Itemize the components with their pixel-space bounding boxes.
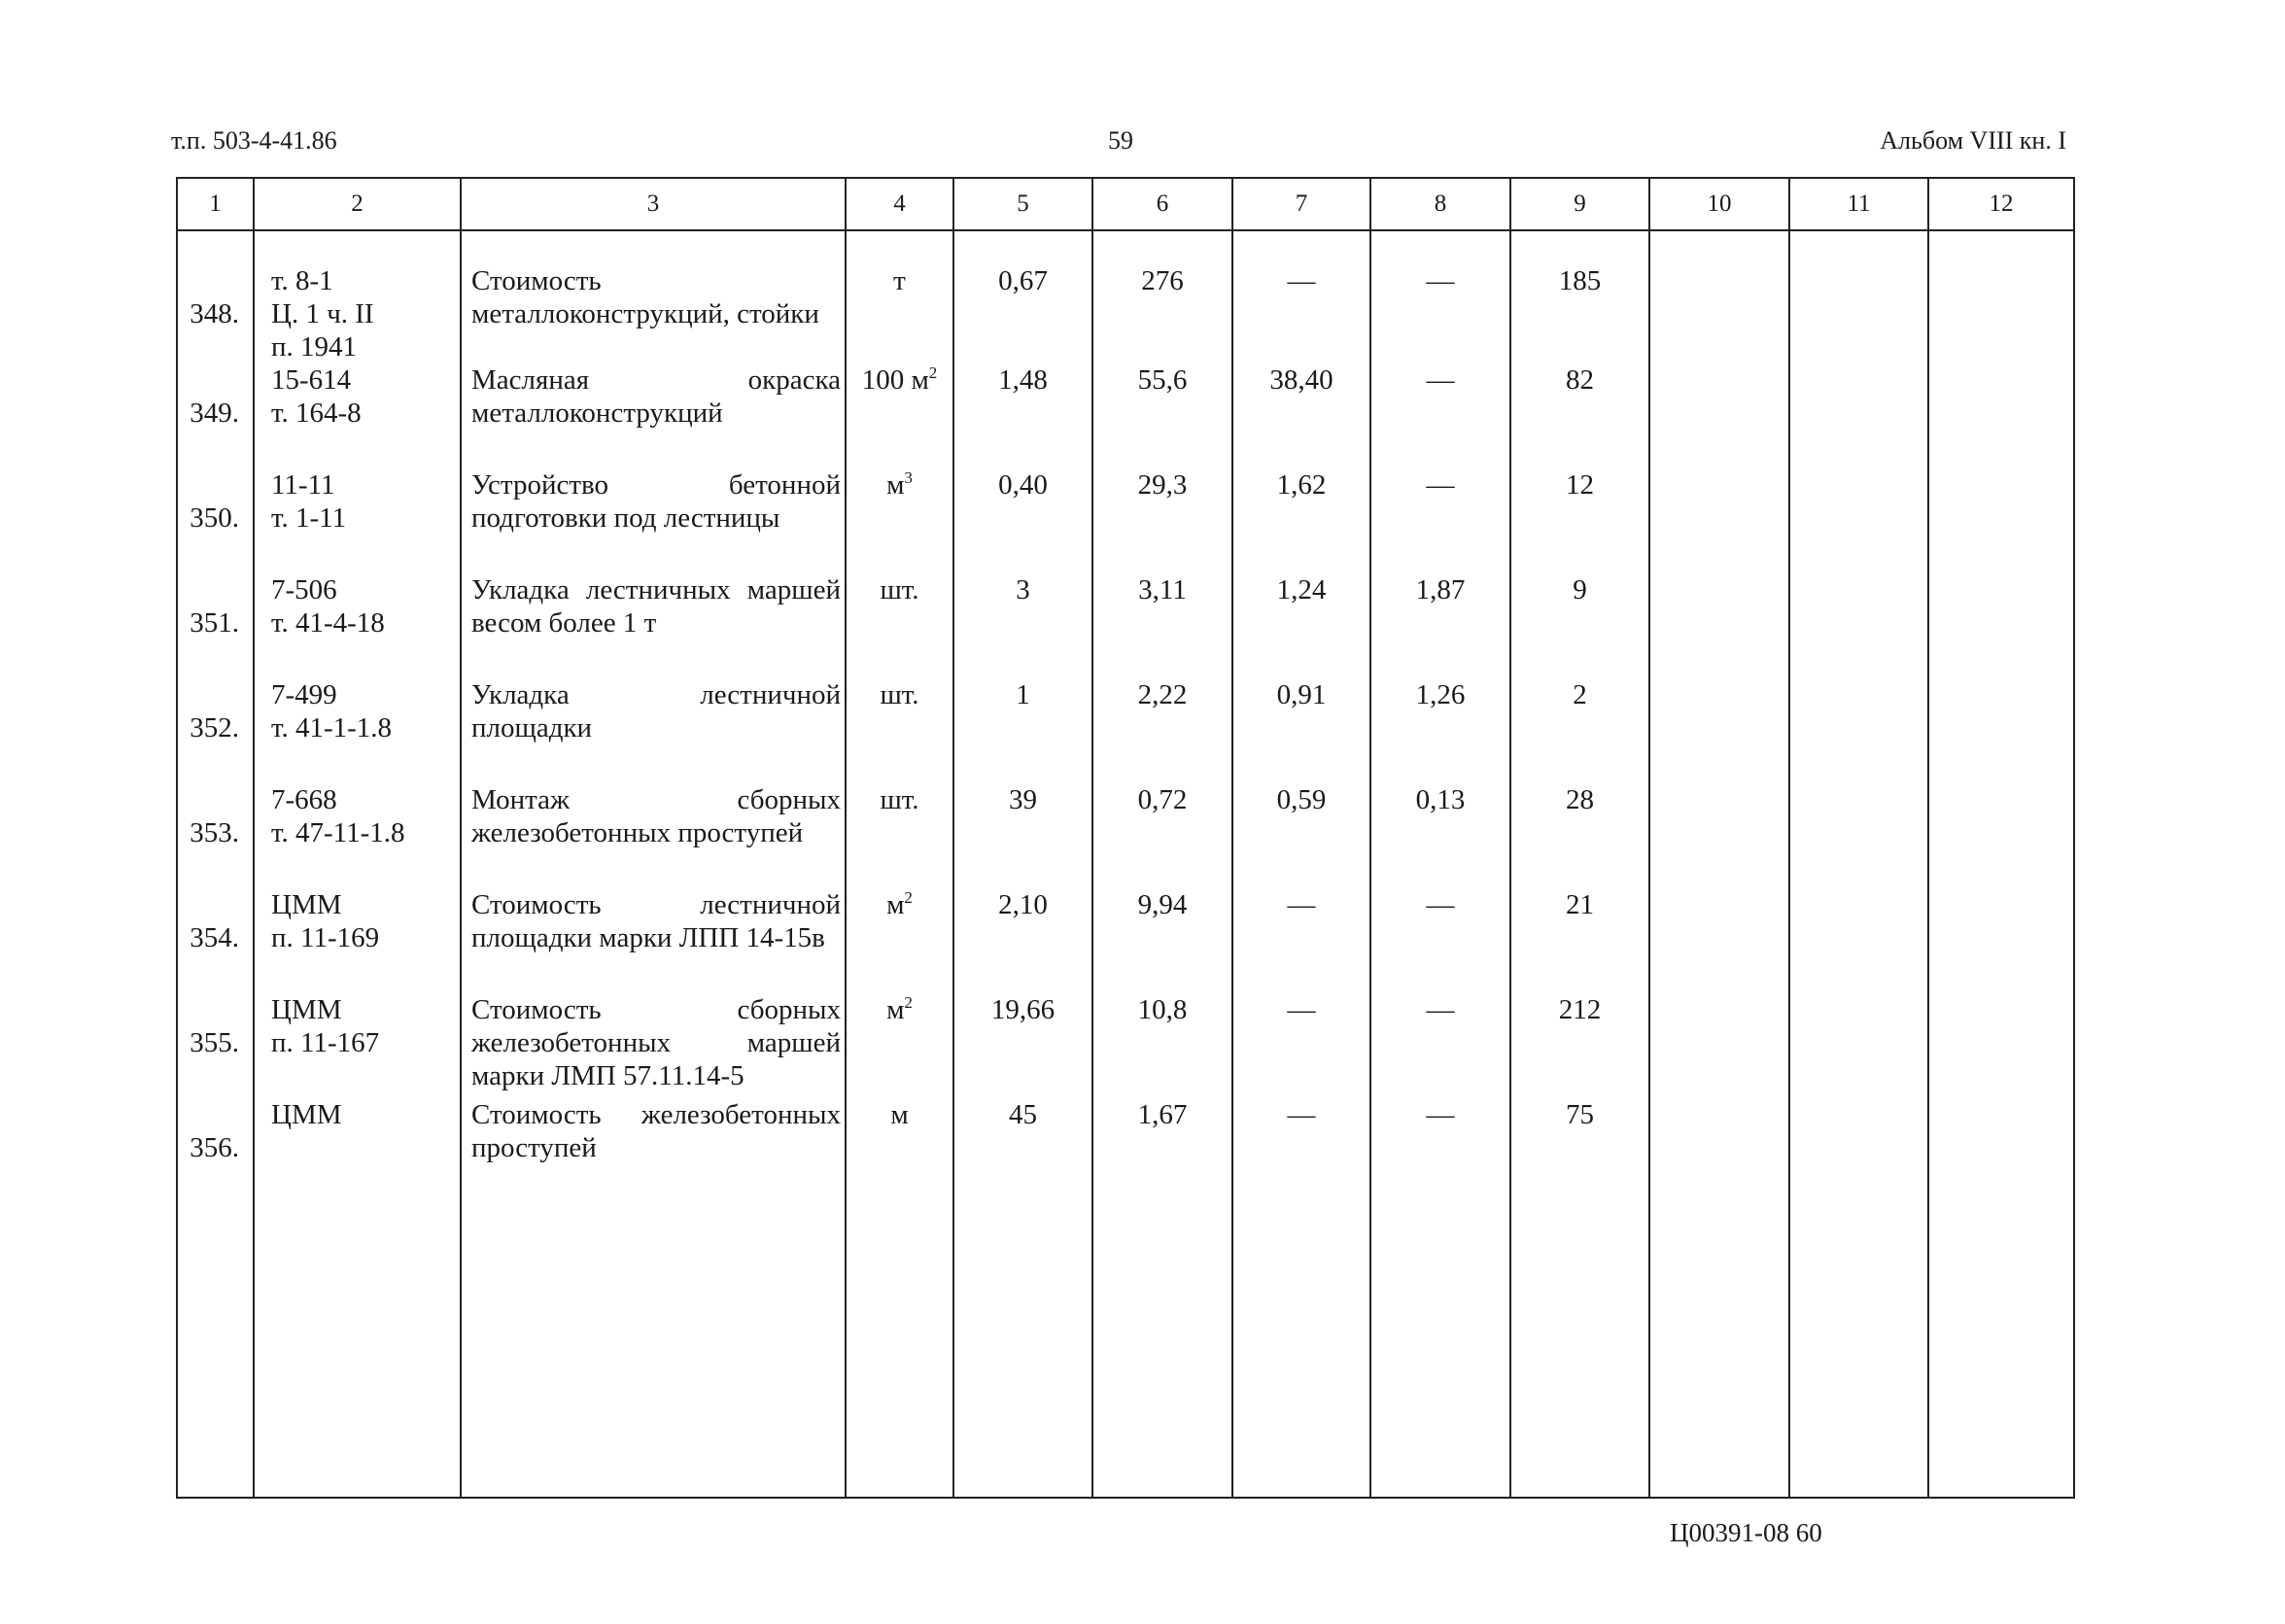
empty-cell — [1649, 783, 1789, 888]
table-row — [177, 468, 2074, 573]
item-number: 356. — [190, 1132, 239, 1163]
value-cell-c6: 0,72 — [1092, 783, 1232, 888]
unit-cell — [846, 678, 953, 783]
unit-cell — [846, 363, 953, 468]
empty-cell — [177, 1234, 254, 1498]
unit-cell — [846, 888, 953, 993]
empty-cell — [1789, 888, 1928, 993]
value-cell-c8: — — [1370, 363, 1510, 468]
table-row — [177, 993, 2074, 1098]
reference-line: 7-499 — [271, 679, 337, 710]
reference-line: ЦММ — [271, 994, 342, 1025]
item-number: 350. — [190, 502, 239, 534]
value-cell-c6: 276 — [1092, 230, 1232, 363]
reference-line: т. 164-8 — [271, 397, 362, 429]
unit-exponent: 2 — [904, 993, 913, 1012]
value-cell-c9: 185 — [1510, 230, 1649, 363]
empty-cell — [1928, 468, 2074, 573]
reference-cell — [254, 1098, 461, 1234]
value-cell-c5: 19,66 — [953, 993, 1092, 1098]
reference-cell — [254, 573, 461, 678]
empty-cell — [953, 1234, 1092, 1498]
value-cell-c6: 29,3 — [1092, 468, 1232, 573]
reference-line: т. 47-11-1.8 — [271, 817, 405, 848]
reference-cell — [254, 888, 461, 993]
reference-line: 11-11 — [271, 469, 335, 501]
value-cell-c5: 0,40 — [953, 468, 1092, 573]
unit-exponent: 2 — [904, 888, 913, 907]
value-cell-c8: 1,87 — [1370, 573, 1510, 678]
unit: т — [893, 265, 906, 296]
value-cell-c8: — — [1370, 230, 1510, 363]
empty-cell — [1928, 1098, 2074, 1234]
reference-line: 7-506 — [271, 574, 337, 605]
reference-cell — [254, 230, 461, 363]
empty-cell — [1789, 230, 1928, 363]
empty-cell — [1928, 1234, 2074, 1498]
unit: шт. — [880, 574, 919, 605]
reference-line: Ц. 1 ч. II — [271, 298, 374, 329]
empty-cell — [1649, 230, 1789, 363]
reference-cell — [254, 468, 461, 573]
empty-cell — [1789, 678, 1928, 783]
item-number-cell — [177, 230, 254, 363]
table-row — [177, 230, 2074, 363]
empty-cell — [1649, 678, 1789, 783]
empty-cell — [1649, 993, 1789, 1098]
value-cell-c6: 9,94 — [1092, 888, 1232, 993]
empty-cell — [1649, 573, 1789, 678]
unit-cell — [846, 783, 953, 888]
column-numbers-row — [177, 178, 2074, 230]
item-number-cell — [177, 783, 254, 888]
reference-cell — [254, 363, 461, 468]
work-description: Масляная окраска металлоконструкций — [461, 363, 846, 468]
document-code: т.п. 503-4-41.86 — [171, 126, 337, 155]
unit-cell — [846, 1098, 953, 1234]
unit-cell — [846, 993, 953, 1098]
empty-cell — [1928, 678, 2074, 783]
reference-line: п. 11-169 — [271, 922, 380, 953]
value-cell-c5: 2,10 — [953, 888, 1092, 993]
empty-cell — [846, 1234, 953, 1498]
empty-cell — [1928, 363, 2074, 468]
value-cell-c8: — — [1370, 1098, 1510, 1234]
empty-cell — [1789, 1234, 1928, 1498]
item-number: 353. — [190, 817, 239, 848]
column-header: 12 — [1928, 178, 2074, 230]
empty-cell — [1928, 888, 2074, 993]
value-cell-c8: 0,13 — [1370, 783, 1510, 888]
item-number: 354. — [190, 922, 239, 953]
value-cell-c6: 1,67 — [1092, 1098, 1232, 1234]
value-cell-c8: 1,26 — [1370, 678, 1510, 783]
value-cell-c5: 39 — [953, 783, 1092, 888]
empty-cell — [1370, 1234, 1510, 1498]
column-header: 2 — [254, 178, 461, 230]
empty-cell — [1789, 468, 1928, 573]
item-number-cell — [177, 993, 254, 1098]
work-description: Укладка лестничных маршей весом более 1 т — [461, 573, 846, 678]
empty-cell — [1928, 573, 2074, 678]
unit: м — [886, 889, 905, 920]
column-header: 6 — [1092, 178, 1232, 230]
value-cell-c7: 0,91 — [1232, 678, 1370, 783]
value-cell-c6: 2,22 — [1092, 678, 1232, 783]
unit-cell — [846, 468, 953, 573]
table-row — [177, 573, 2074, 678]
work-description: Стоимость железобетонных проступей — [461, 1098, 846, 1234]
value-cell-c9: 9 — [1510, 573, 1649, 678]
reference-line: п. 1941 — [271, 331, 358, 363]
column-header: 11 — [1789, 178, 1928, 230]
item-number: 349. — [190, 397, 239, 429]
unit: шт. — [880, 679, 919, 710]
empty-cell — [1649, 1098, 1789, 1234]
item-number-cell — [177, 573, 254, 678]
value-cell-c5: 3 — [953, 573, 1092, 678]
reference-line: ЦММ — [271, 1099, 342, 1130]
empty-cell — [1510, 1234, 1649, 1498]
work-description: Укладка лестничной площадки — [461, 678, 846, 783]
column-header: 4 — [846, 178, 953, 230]
value-cell-c7: 0,59 — [1232, 783, 1370, 888]
unit: м — [886, 994, 905, 1025]
reference-cell — [254, 783, 461, 888]
reference-line: т. 8-1 — [271, 265, 333, 296]
column-header: 3 — [461, 178, 846, 230]
empty-cell — [1649, 468, 1789, 573]
value-cell-c9: 212 — [1510, 993, 1649, 1098]
value-cell-c8: — — [1370, 993, 1510, 1098]
value-cell-c9: 75 — [1510, 1098, 1649, 1234]
value-cell-c5: 1 — [953, 678, 1092, 783]
value-cell-c7: 38,40 — [1232, 363, 1370, 468]
work-description: Стоимость лестничной площадки марки ЛПП 14-15в — [461, 888, 846, 993]
reference-cell — [254, 678, 461, 783]
unit: 100 м — [861, 364, 929, 396]
empty-cell — [1092, 1234, 1232, 1498]
unit-cell — [846, 230, 953, 363]
reference-line: т. 41-4-18 — [271, 607, 385, 639]
table-row — [177, 888, 2074, 993]
item-number: 352. — [190, 712, 239, 743]
estimate-table — [176, 177, 2075, 1499]
reference-line: 7-668 — [271, 784, 337, 815]
item-number-cell — [177, 678, 254, 783]
value-cell-c8: — — [1370, 888, 1510, 993]
empty-cell — [254, 1234, 461, 1498]
blank-row — [177, 1234, 2074, 1498]
value-cell-c6: 10,8 — [1092, 993, 1232, 1098]
value-cell-c7: — — [1232, 993, 1370, 1098]
empty-cell — [1928, 993, 2074, 1098]
reference-line: п. 11-167 — [271, 1027, 380, 1058]
empty-cell — [1789, 783, 1928, 888]
item-number-cell — [177, 468, 254, 573]
column-header: 7 — [1232, 178, 1370, 230]
empty-cell — [1232, 1234, 1370, 1498]
work-description: Монтаж сборных железобетонных проступей — [461, 783, 846, 888]
table-row — [177, 363, 2074, 468]
work-description: Стоимость сборных железобетонных маршей марки ЛМП 57.11.14-5 — [461, 993, 846, 1098]
unit-cell — [846, 573, 953, 678]
unit: м — [886, 469, 905, 501]
value-cell-c9: 28 — [1510, 783, 1649, 888]
unit-exponent: 3 — [904, 468, 913, 487]
value-cell-c7: — — [1232, 888, 1370, 993]
empty-cell — [1789, 573, 1928, 678]
empty-cell — [1649, 363, 1789, 468]
item-number-cell — [177, 888, 254, 993]
table-row — [177, 1098, 2074, 1234]
reference-cell — [254, 993, 461, 1098]
table-row — [177, 783, 2074, 888]
value-cell-c7: — — [1232, 1098, 1370, 1234]
album-label: Альбом VIII кн. I — [1880, 126, 2066, 155]
footer-code: Ц00391-08 60 — [1670, 1518, 1822, 1547]
empty-cell — [461, 1234, 846, 1498]
reference-line: т. 1-11 — [271, 502, 347, 534]
item-number-cell — [177, 1098, 254, 1234]
column-header: 5 — [953, 178, 1092, 230]
value-cell-c5: 45 — [953, 1098, 1092, 1234]
column-header: 1 — [177, 178, 254, 230]
value-cell-c9: 2 — [1510, 678, 1649, 783]
empty-cell — [1649, 1234, 1789, 1498]
value-cell-c6: 3,11 — [1092, 573, 1232, 678]
value-cell-c5: 1,48 — [953, 363, 1092, 468]
work-description: Стоимость металлоконструкций, стойки — [461, 230, 846, 363]
table-row — [177, 678, 2074, 783]
page-number: 59 — [1108, 126, 1133, 155]
reference-line: ЦММ — [271, 889, 342, 920]
item-number: 351. — [190, 607, 239, 639]
empty-cell — [1928, 230, 2074, 363]
empty-cell — [1789, 993, 1928, 1098]
work-description: Устройство бетонной подготовки под лестницы — [461, 468, 846, 573]
column-header: 8 — [1370, 178, 1510, 230]
reference-line: т. 41-1-1.8 — [271, 712, 393, 743]
value-cell-c5: 0,67 — [953, 230, 1092, 363]
item-number: 348. — [190, 298, 239, 329]
empty-cell — [1789, 363, 1928, 468]
unit: м — [890, 1099, 909, 1130]
value-cell-c7: 1,62 — [1232, 468, 1370, 573]
unit-exponent: 2 — [928, 363, 938, 382]
value-cell-c7: 1,24 — [1232, 573, 1370, 678]
unit: шт. — [880, 784, 919, 815]
value-cell-c8: — — [1370, 468, 1510, 573]
value-cell-c6: 55,6 — [1092, 363, 1232, 468]
value-cell-c9: 21 — [1510, 888, 1649, 993]
column-header: 9 — [1510, 178, 1649, 230]
empty-cell — [1928, 783, 2074, 888]
item-number-cell — [177, 363, 254, 468]
empty-cell — [1789, 1098, 1928, 1234]
value-cell-c9: 82 — [1510, 363, 1649, 468]
value-cell-c9: 12 — [1510, 468, 1649, 573]
empty-cell — [1649, 888, 1789, 993]
column-header: 10 — [1649, 178, 1789, 230]
reference-line: 15-614 — [271, 364, 352, 396]
value-cell-c7: — — [1232, 230, 1370, 363]
item-number: 355. — [190, 1027, 239, 1058]
